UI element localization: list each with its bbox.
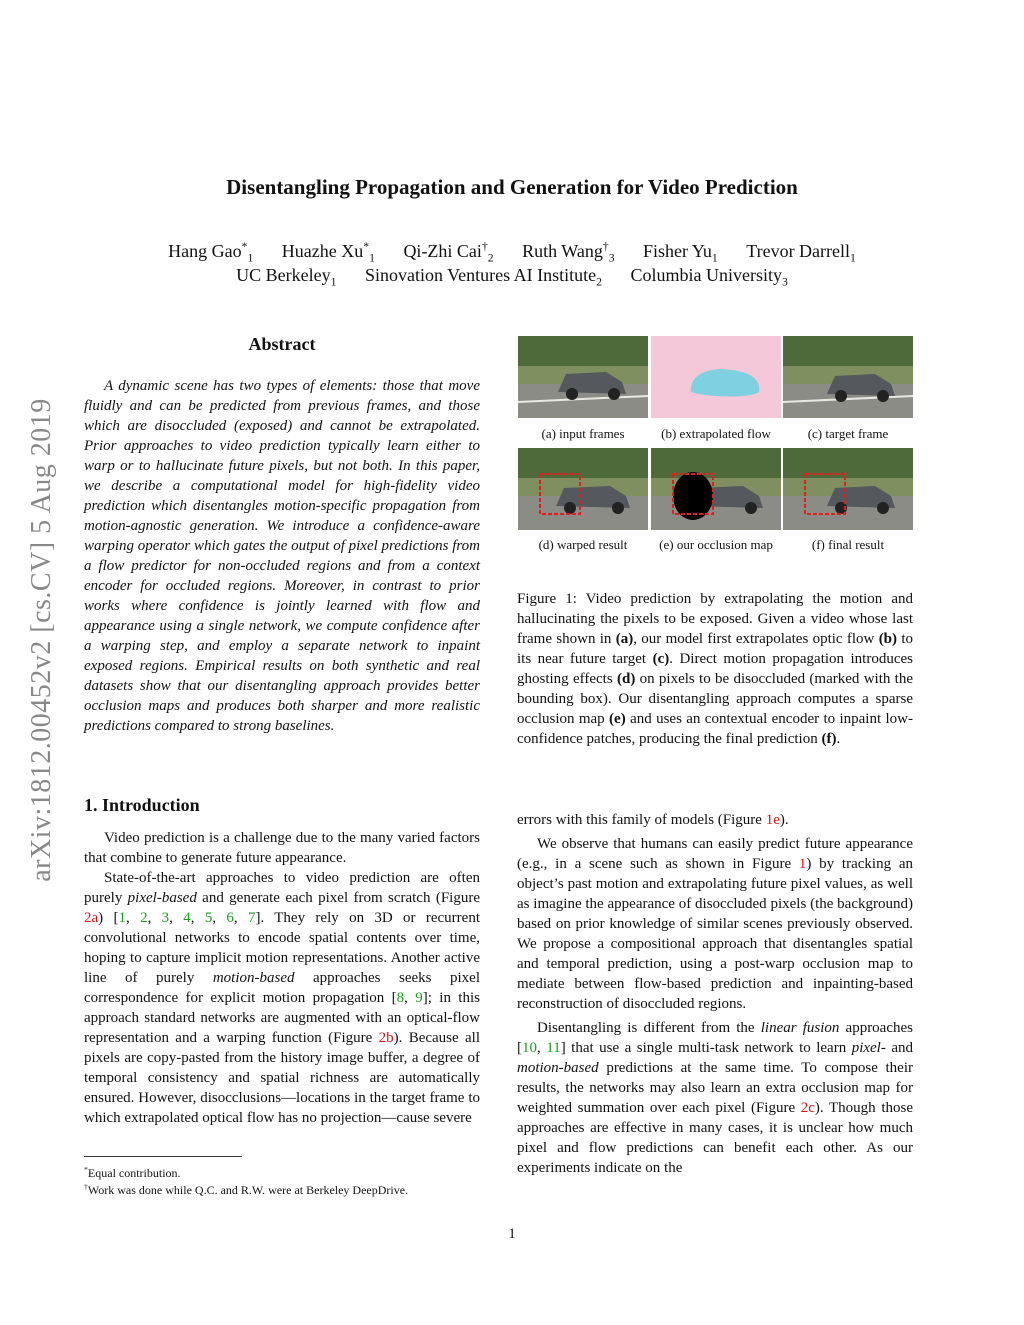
right-paragraph-2: Disentangling is different from the linear fusion approaches [10, 11] that use a single multi-task network to learn pixel- and motion-based predictions at the same time. To compose their results, the networks may also learn an extra occlusion map for weighted summation over each pixel (Figure 2c). Though those approaches are effective in many cases, it is unclear how much pixel and flow predictions can benefit each other. As our experiments indicate on the	[517, 1020, 913, 1176]
figure-ref[interactable]: 1	[798, 856, 807, 872]
citation-ref[interactable]: 1	[118, 910, 126, 926]
figure-ref[interactable]: 2b	[378, 1030, 394, 1046]
right-column-body	[517, 810, 913, 1178]
citation-ref[interactable]: 11	[546, 1040, 561, 1056]
author: Trevor Darrell$_1$	[746, 241, 856, 265]
citation-ref[interactable]: 10	[522, 1040, 537, 1056]
arxiv-id: arXiv:1812.00452v2 [cs.CV] 5 Aug 2019	[26, 398, 57, 882]
abstract-text: A dynamic scene has two types of elements: those that move fluidly and can be predicted from previous frames, and those which are disoccluded (exposed) and cannot be extrapolated. Prior approaches to video prediction typically learn either to warp or to hallucinate future pixels, but not both. In this paper, we describe a computational model for high-fidelity video prediction which disentangles motion-specific propagation from motion-agnostic generation. We introduce a confidence-aware warping operator which gates the output of pixel predictions from a flow predictor for non-occluded regions and from a context encoder for occluded regions. Moreover, in contrast to prior works where confidence is jointly learned with flow and appearance using a single network, we compute confidence after a warping step, and employ a separate network to inpaint exposed regions. Empirical results on both synthetic and real datasets show that our disentangling approach provides better occlusion maps and produces both sharper and more realistic predictions compared to strong baselines.	[84, 378, 480, 734]
author-list	[0, 240, 1024, 265]
car-scene-image	[518, 336, 648, 418]
figure-label-e: (e) our occlusion map	[659, 537, 773, 552]
affiliation-list	[0, 265, 1024, 289]
citation-ref[interactable]: 3	[161, 910, 170, 926]
figure-warped-result	[518, 448, 648, 530]
author: Ruth Wang†$_3$	[522, 240, 615, 265]
figure-caption: Figure 1: Video prediction by extrapolating the motion and hallucinating the pixels to be exposed. Given a video whose last frame shown in (a), our model first extrapolates optic flow (b) to its near future target (c). Direct motion propagation introduces ghosting effects (d) on pixels to be disoccluded (marked with the bounding box). Our disentangling approach computes a sparse occlusion map (e) and uses an contextual encoder to inpaint low-confidence patches, producing the final prediction (f).	[517, 591, 913, 747]
citation-ref[interactable]: 4	[183, 910, 191, 926]
citation-ref[interactable]: 9	[415, 990, 423, 1006]
page-number: 1	[508, 1226, 516, 1242]
citation-ref[interactable]: 5	[204, 910, 213, 926]
figure-label-a: (a) input frames	[541, 426, 625, 441]
author: Huazhe $Xu^*_1$	[281, 240, 375, 265]
affiliation: Sinovation Ventures AI Institute$_2$	[364, 265, 602, 289]
abstract-heading: Abstract	[248, 334, 316, 354]
car-scene-image	[783, 336, 913, 418]
car-scene-image	[651, 448, 781, 530]
car-scene-image	[783, 448, 913, 530]
car-scene-image	[518, 448, 648, 530]
right-paragraph-0: errors with this family of models (Figure 1e).	[517, 812, 789, 828]
affiliation: Columbia University$_3$	[630, 265, 788, 289]
figure-label-b: (b) extrapolated flow	[661, 426, 771, 441]
figure-input-frames	[518, 336, 648, 418]
citation-ref[interactable]: 8	[396, 990, 405, 1006]
abstract-body	[84, 376, 480, 736]
paper-title: Disentangling Propagation and Generation for Video Prediction	[226, 175, 798, 199]
figure-final-result	[783, 448, 913, 530]
flow-image	[651, 336, 781, 418]
footnote-2: †Work was done while Q.C. and R.W. were at Berkeley DeepDrive.	[84, 1182, 409, 1197]
intro-heading: 1. Introduction	[84, 795, 200, 815]
figure-label-f: (f) final result	[811, 537, 885, 552]
intro-paragraph-2: State-of-the-art approaches to video prediction are often purely pixel-based and generate each pixel from scratch (Figure 2a) [1, 2, 3, 4, 5, 6, 7]. They rely on 3D or recurrent convolutional networks to encode spatial contents over time, hoping to capture implicit motion representations. Another active line of purely motion-based approaches seeks pixel correspondence for explicit motion propagation [8, 9]; in this approach standard networks are augmented with an optical-flow representation and a warping function (Figure 2b). Because all pixels are copy-pasted from the history image buffer, a degree of temporal consistency and spatial richness are automatically ensured. However, disocclusions—locations in the target frame to which extrapolated optical flow has no projection—cause severe	[84, 870, 480, 1126]
footnote-rule	[84, 1156, 242, 1157]
citation-ref[interactable]: 7	[247, 910, 256, 926]
figure-label-c: (c) target frame	[807, 426, 889, 441]
figure-ref[interactable]: 1e	[765, 812, 780, 828]
right-paragraph-1: We observe that humans can easily predict future appearance (e.g., in a scene such as shown in Figure 1) by tracking an object’s past motion and extrapolating future pixel values, as well as imagine the appearance of disoccluded pixels (the background) based on prior knowledge of similar scenes previously observed. We propose a compositional approach that disentangles spatial and temporal prediction, using a post-warp occlusion map to mediate between flow-based prediction and inpainting-based reconstruction of disoccluded regions.	[517, 836, 913, 1012]
author: Hang Gao*$_1$	[168, 240, 254, 265]
figure-ref[interactable]: 2c	[800, 1100, 815, 1116]
affiliation: UC Berkeley$_1$	[236, 265, 337, 289]
author: Qi-Zhi Cai†$_2$	[403, 240, 494, 265]
intro-paragraph-1: Video prediction is a challenge due to the many varied factors that combine to generate future appearance.	[84, 830, 480, 866]
figure-target-frame	[783, 336, 913, 418]
footnote-1: *Equal contribution.	[84, 1165, 181, 1180]
arxiv-sidebar	[22, 340, 62, 940]
figure-extrapolated-flow	[651, 336, 781, 418]
citation-ref[interactable]: 6	[226, 910, 234, 926]
intro-body	[84, 828, 480, 1128]
figure-occlusion-map	[651, 448, 781, 530]
figure-ref[interactable]: 2a	[84, 910, 99, 926]
citation-ref[interactable]: 2	[140, 910, 148, 926]
author: Fisher $Yu_1$	[643, 241, 718, 265]
figure-label-d: (d) warped result	[538, 537, 628, 552]
